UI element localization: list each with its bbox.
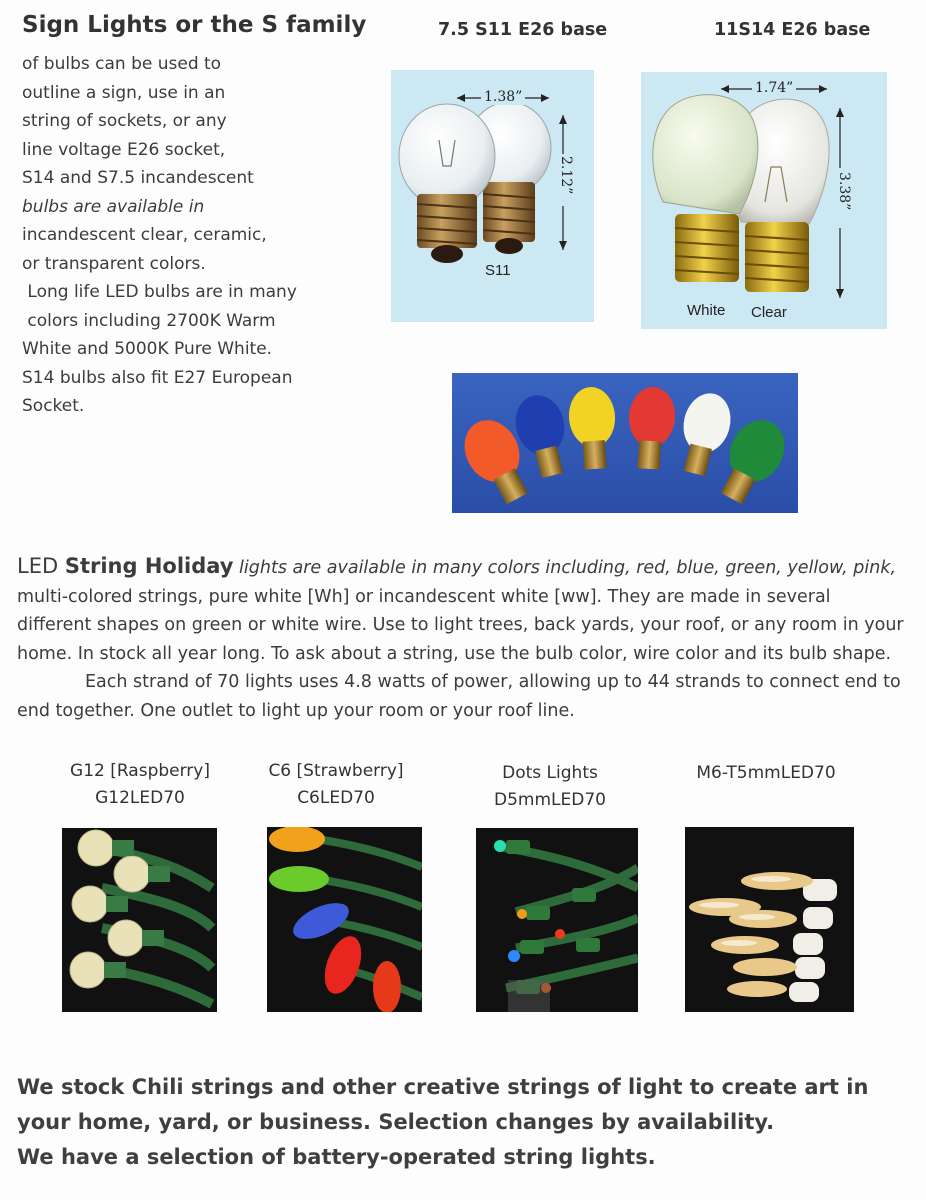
sign-line: bulbs are available in [22, 196, 205, 217]
c6-lights-illustration [267, 827, 422, 1012]
led-line: multi-colored strings, pure white [Wh] or incandescent white [ww]. They are made in several [17, 586, 831, 607]
sign-line: string of sockets, or any [22, 111, 227, 131]
footer-note [17, 1070, 917, 1175]
colored-bulbs-illustration [452, 373, 798, 513]
led-lead-text: lights are available in many colors including, red, blue, green, yellow, pink, [233, 558, 897, 578]
s14-bulb-photo [641, 72, 887, 329]
product-g12-photo [62, 828, 217, 1012]
led-line: end together. One outlet to light up your room or your roof line. [17, 700, 575, 721]
sign-line: White and 5000K Pure White. [22, 339, 273, 359]
sign-line: outline a sign, use in an [22, 82, 226, 103]
sign-lights-description [22, 50, 332, 421]
s11-bulb-illustration [391, 70, 594, 322]
g12-lights-illustration [62, 828, 217, 1012]
product-name: G12 [Raspberry] [70, 761, 210, 781]
dots-lights-illustration [476, 828, 638, 1012]
product-sku: C6LED70 [297, 788, 375, 808]
colored-bulbs-photo [452, 373, 798, 513]
led-first-line [17, 552, 917, 583]
s14-title: 11S14 E26 base [714, 20, 871, 40]
sign-line: Socket. [22, 396, 85, 416]
footer-line: your home, yard, or business. Selection changes by availability. [17, 1110, 775, 1134]
sign-line: incandescent clear, ceramic, [22, 225, 267, 245]
led-title-prefix: LED [17, 554, 65, 578]
product-c6 [246, 758, 426, 812]
product-c6-photo [267, 827, 422, 1012]
sign-line: Long life LED bulbs are in many [22, 282, 297, 302]
led-line: different shapes on green or white wire. Use to light trees, back yards, your roof, or any room in your [17, 615, 904, 635]
s11-width-label: 1.38” [481, 89, 525, 105]
sign-line: line voltage E26 socket, [22, 139, 226, 160]
led-title: String Holiday [64, 554, 234, 578]
led-line: Each strand of 70 lights uses 4.8 watts of power, allowing up to 44 strands to connect end to [85, 672, 901, 692]
sign-line: S14 bulbs also fit E27 European [22, 367, 293, 388]
product-dots [460, 760, 640, 814]
sign-lights-heading: Sign Lights or the S family [22, 12, 367, 38]
led-string-description [17, 552, 917, 725]
product-sku: G12LED70 [95, 788, 185, 808]
s11-bulb-photo [391, 70, 594, 322]
m6-lights-illustration [685, 827, 854, 1012]
sign-line: S14 and S7.5 incandescent [22, 168, 254, 188]
sign-line: of bulbs can be used to [22, 54, 222, 74]
product-name: M6-T5mmLED70 [696, 763, 836, 783]
s14-caption-white: White [687, 302, 726, 319]
product-name: C6 [Strawberry] [268, 761, 404, 781]
product-g12 [40, 758, 240, 812]
s14-width-label: 1.74” [752, 80, 796, 96]
sign-line: or transparent colors. [22, 253, 206, 274]
s14-caption-clear: Clear [751, 304, 787, 321]
product-m6-photo [685, 827, 854, 1012]
footer-line: We stock Chili strings and other creative strings of light to create art in [17, 1075, 869, 1099]
product-m6 [676, 760, 856, 787]
product-sku: D5mmLED70 [494, 790, 606, 810]
product-dots-photo [476, 828, 638, 1012]
sign-line: colors including 2700K Warm [22, 310, 276, 331]
s11-title: 7.5 S11 E26 base [438, 20, 608, 40]
footer-line: We have a selection of battery-operated string lights. [17, 1145, 656, 1169]
product-name: Dots Lights [502, 763, 598, 783]
s11-height-label: 2.12” [558, 156, 574, 195]
led-line: home. In stock all year long. To ask about a string, use the bulb color, wire color and its bulb shape. [17, 643, 892, 664]
s14-height-label: 3.38” [836, 172, 852, 211]
s11-caption: S11 [485, 262, 511, 279]
